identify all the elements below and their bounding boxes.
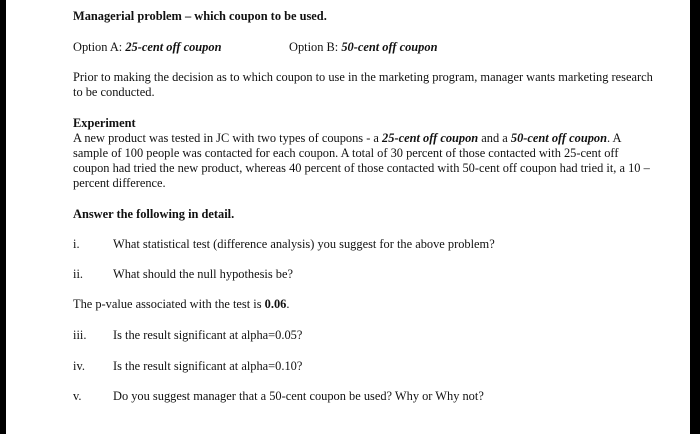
question-number: ii. — [73, 267, 83, 281]
option-b-value: 50-cent off coupon — [341, 40, 438, 54]
pvalue-text: The p-value associated with the test is — [73, 297, 265, 311]
question-number: v. — [73, 389, 82, 403]
option-b — [289, 40, 437, 55]
question-text: Is the result significant at alpha=0.10? — [113, 359, 303, 373]
question-number: iii. — [73, 328, 87, 342]
question-text: Is the result significant at alpha=0.05? — [113, 328, 303, 342]
question-number: iv. — [73, 359, 85, 373]
pvalue-value: 0.06 — [264, 297, 287, 311]
question-number: i. — [73, 237, 80, 251]
option-b-label: Option B: — [289, 40, 342, 54]
prior-paragraph: Prior to making the decision as to which coupon to use in the marketing program, manager wants marketing research to be conducted. — [73, 70, 653, 99]
experiment-coupon-a: 25-cent off coupon — [382, 131, 479, 145]
pvalue-suffix: . — [286, 297, 290, 311]
document-page — [6, 0, 690, 434]
question-text: What statistical test (difference analysis) you suggest for the above problem? — [113, 237, 495, 251]
experiment-text-1: A new product was tested in JC with two types of coupons - a — [73, 131, 383, 145]
experiment-heading: Experiment — [73, 116, 136, 130]
experiment-paragraph — [73, 131, 653, 191]
answer-heading: Answer the following in detail. — [73, 207, 235, 221]
experiment-coupon-b: 50-cent off coupon — [510, 131, 608, 145]
page-title: Managerial problem – which coupon to be used. — [73, 9, 327, 23]
experiment-text-2: and a — [478, 131, 511, 145]
question-text: What should the null hypothesis be? — [113, 267, 293, 281]
question-text: Do you suggest manager that a 50-cent coupon be used? Why or Why not? — [113, 389, 484, 403]
option-a — [73, 40, 221, 55]
experiment-text-3: . A sample of 100 people was contacted for each coupon. A total of 30 percent of those contacted with 25-cent off coupon had tried the new product, whereas 40 percent of those contacted with 50-cent off coupon had tried it, a 10 – percent difference. — [73, 131, 650, 190]
option-a-value: 25-cent off coupon — [125, 40, 222, 54]
option-a-label: Option A: — [73, 40, 126, 54]
pvalue-statement — [73, 297, 289, 312]
